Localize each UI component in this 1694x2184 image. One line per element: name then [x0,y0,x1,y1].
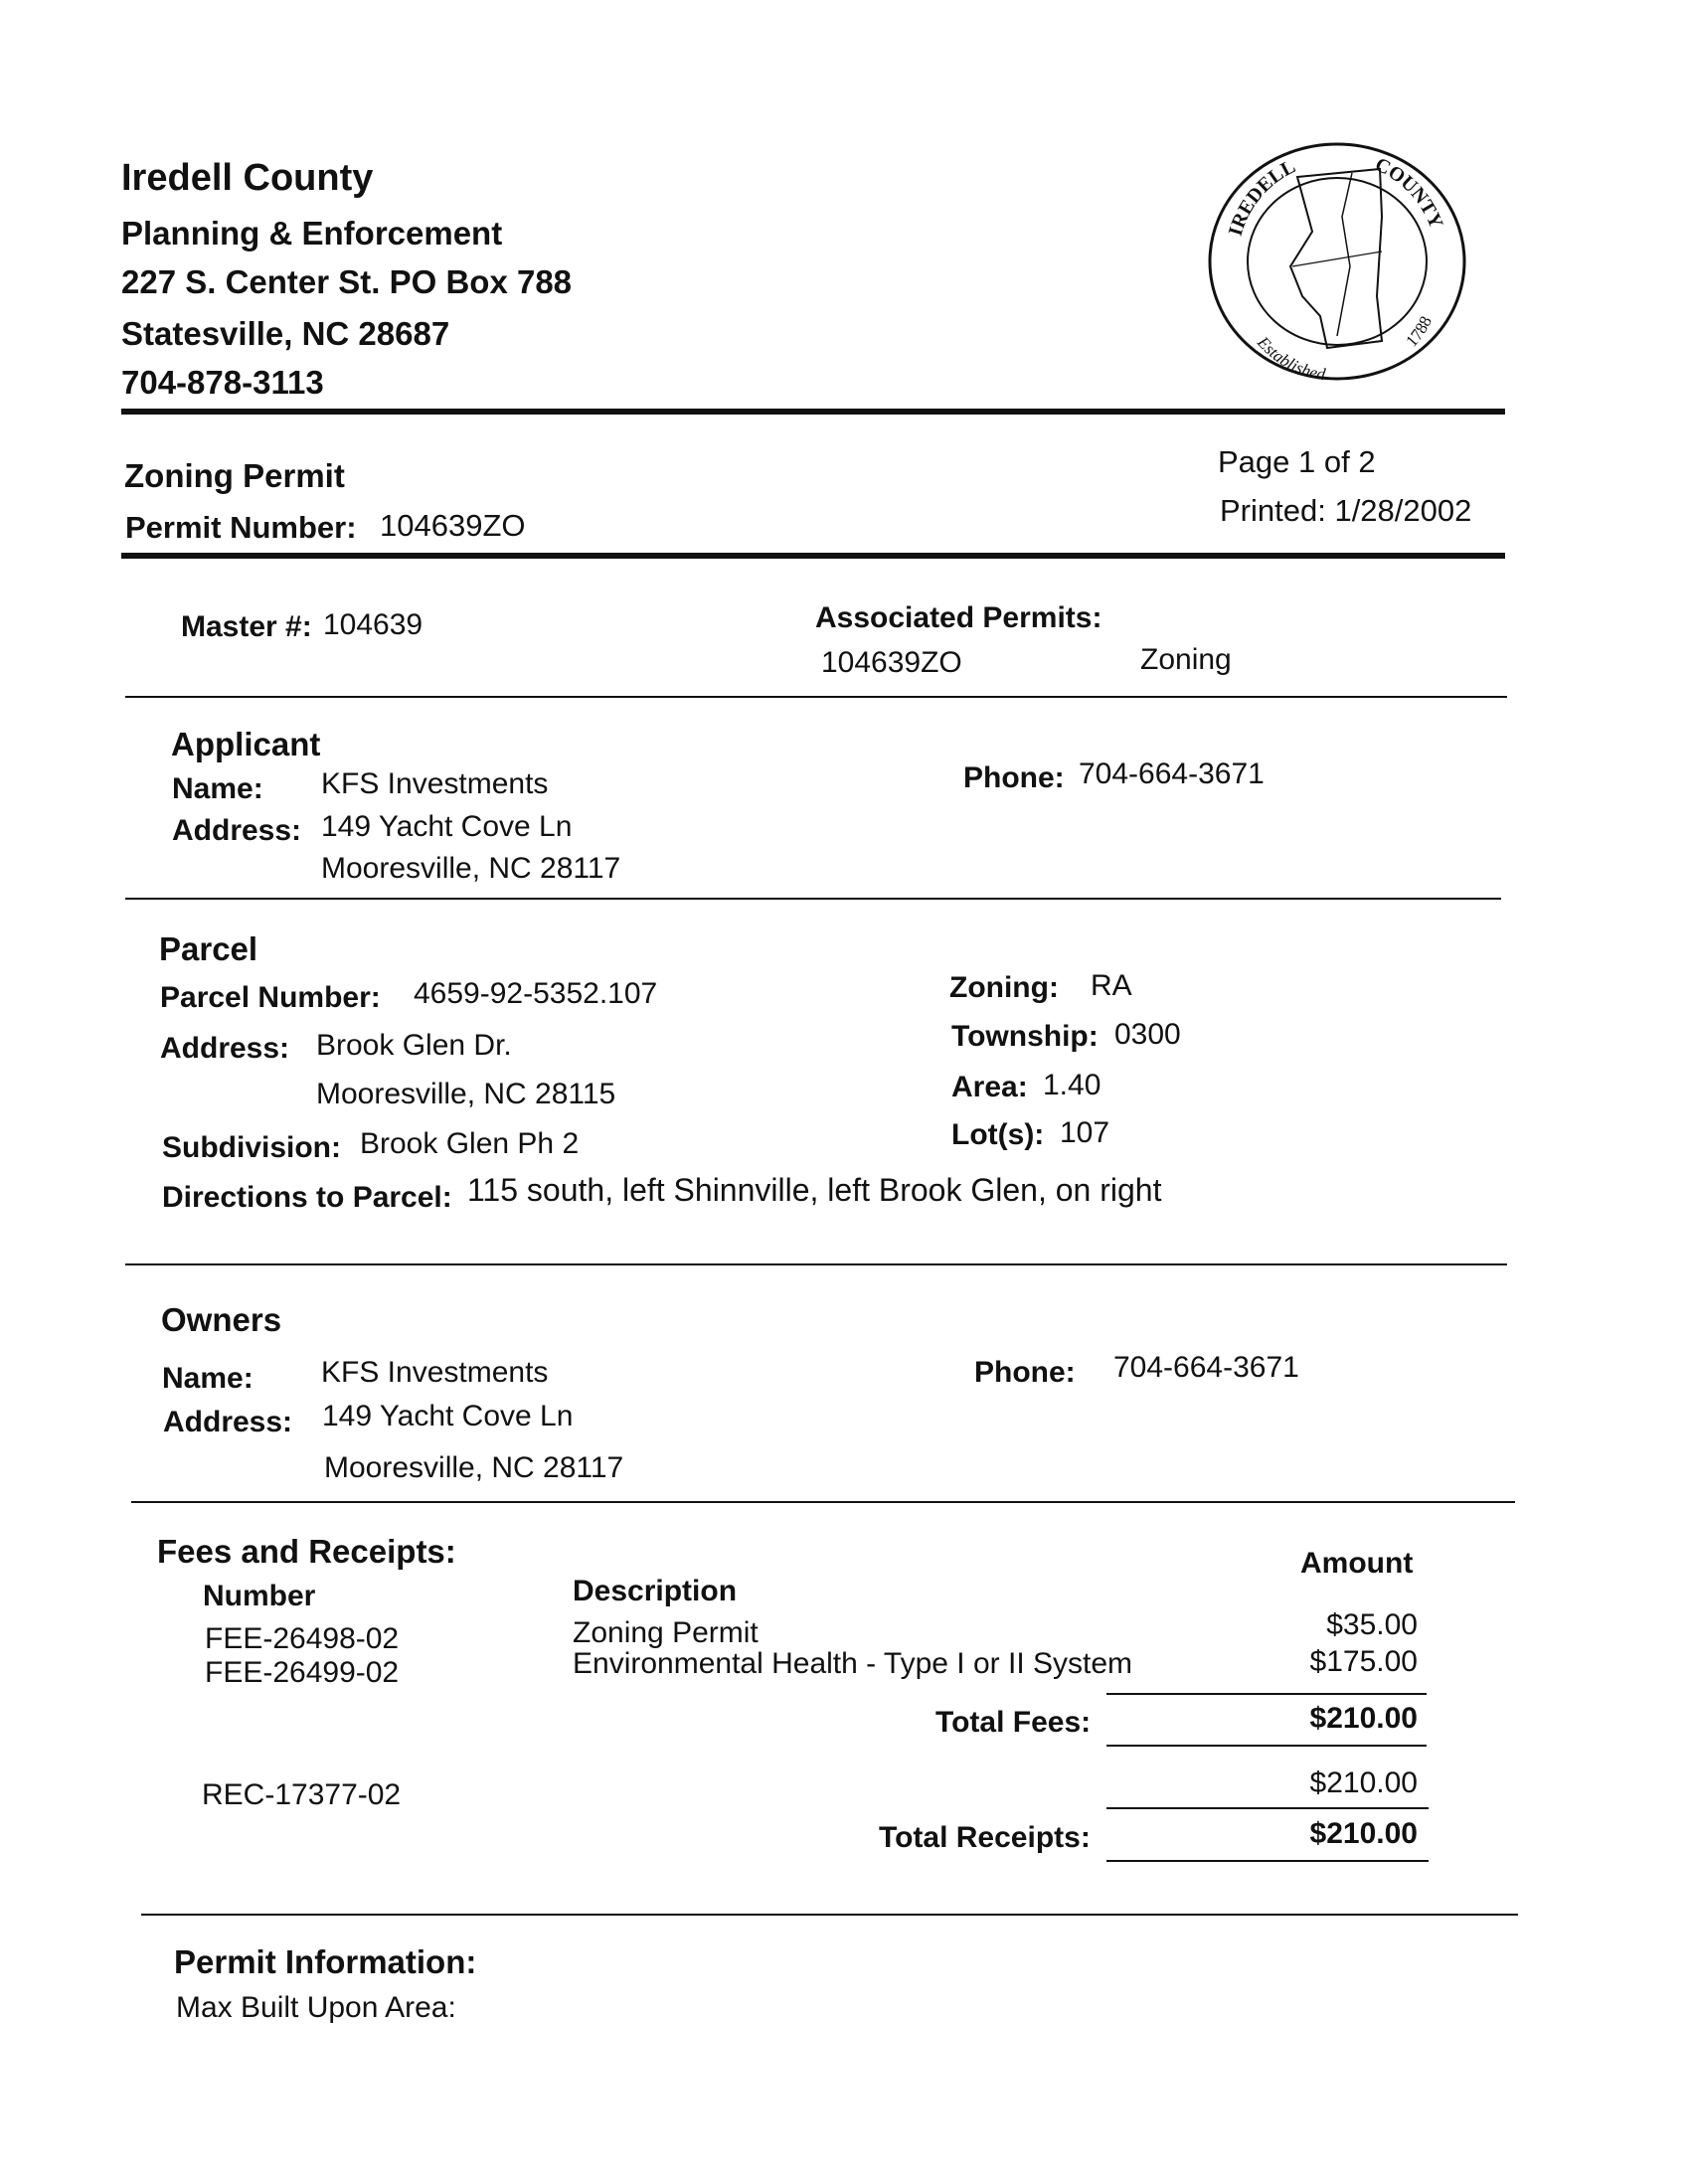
parcel-address-label: Address: [160,1032,290,1065]
fee-number: FEE-26499-02 [205,1656,400,1689]
zoning-label: Zoning: [949,971,1059,1004]
lots-value: 107 [1060,1116,1110,1149]
city-state-zip: Statesville, NC 28687 [121,315,450,352]
fee-description: Environmental Health - Type I or II System [573,1647,1133,1680]
master-number-value: 104639 [323,608,424,641]
section-divider-5 [141,1914,1518,1916]
township-value: 0300 [1114,1018,1181,1051]
max-built-upon-area-label: Max Built Upon Area: [176,1991,456,2024]
section-divider-3 [125,1263,1507,1265]
parcel-address-line1: Brook Glen Dr. [316,1029,512,1062]
total-fees-label: Total Fees: [935,1706,1092,1739]
printed-date: Printed: 1/28/2002 [1220,493,1472,528]
section-divider-2 [125,898,1501,900]
area-label: Area: [951,1071,1028,1103]
applicant-phone-value: 704-664-3671 [1079,757,1265,790]
owner-name-label: Name: [162,1362,254,1395]
seal-year: 1788 [1402,312,1437,351]
applicant-address-line2: Mooresville, NC 28117 [321,852,621,885]
total-receipts-top-rule [1106,1807,1429,1809]
seal-top-text: IREDELL [1224,155,1299,239]
seal-bottom-text: Established [1254,332,1327,385]
applicant-phone-label: Phone: [963,761,1065,794]
permit-number-value: 104639ZO [380,508,526,543]
owner-address-label: Address: [163,1406,293,1438]
fee-amount: $35.00 [1326,1608,1418,1641]
permit-title: Zoning Permit [124,457,345,494]
page-indicator: Page 1 of 2 [1218,444,1376,479]
directions-value: 115 south, left Shinnville, left Brook Glen, on right [467,1172,1162,1208]
parcel-heading: Parcel [159,930,258,967]
fees-column-amount: Amount [1300,1547,1414,1580]
section-divider-1 [125,696,1507,698]
owner-address-line2: Mooresville, NC 28117 [324,1451,624,1484]
applicant-address-line1: 149 Yacht Cove Ln [321,810,573,843]
permit-info-heading: Permit Information: [174,1943,477,1980]
area-value: 1.40 [1043,1069,1101,1101]
org-name: Iredell County [121,157,374,199]
master-number-label: Master #: [181,610,312,643]
parcel-number-label: Parcel Number: [160,981,381,1014]
seal-right-text: COUNTY [1371,153,1447,232]
applicant-name-value: KFS Investments [321,767,549,800]
applicant-address-label: Address: [172,814,302,847]
header-divider [121,409,1505,415]
total-receipts-bottom-rule [1106,1860,1429,1862]
section-divider-4 [131,1501,1515,1503]
permit-divider [121,553,1505,559]
owner-phone-label: Phone: [974,1356,1076,1389]
subdivision-label: Subdivision: [162,1131,341,1164]
department-name: Planning & Enforcement [121,215,503,252]
svg-text:1788 [1402,313,1436,351]
receipt-amount: $210.00 [1309,1766,1418,1799]
office-phone: 704-878-3113 [121,364,324,401]
zoning-value: RA [1091,969,1132,1002]
township-label: Township: [951,1020,1099,1053]
receipt-number: REC-17377-02 [202,1778,402,1811]
fees-heading: Fees and Receipts: [157,1533,456,1570]
owner-phone-value: 704-664-3671 [1113,1351,1299,1384]
fees-column-description: Description [573,1575,738,1607]
applicant-heading: Applicant [171,726,321,762]
applicant-name-label: Name: [172,772,263,805]
fees-column-number: Number [203,1580,316,1612]
parcel-address-line2: Mooresville, NC 28115 [316,1078,616,1110]
fee-description: Zoning Permit [573,1616,759,1649]
county-seal-logo [1203,137,1471,386]
owner-address-line1: 149 Yacht Cove Ln [322,1400,574,1432]
directions-label: Directions to Parcel: [162,1181,452,1214]
total-fees-value: $210.00 [1309,1702,1418,1735]
permit-number-label: Permit Number: [125,510,357,545]
lots-label: Lot(s): [951,1118,1045,1151]
total-fees-top-rule [1106,1693,1427,1695]
associated-permit-number: 104639ZO [821,646,962,679]
street-address: 227 S. Center St. PO Box 788 [121,263,573,300]
owner-name-value: KFS Investments [321,1356,549,1389]
fee-amount: $175.00 [1309,1645,1418,1678]
associated-permit-type: Zoning [1140,643,1232,676]
total-receipts-label: Total Receipts: [879,1821,1091,1854]
parcel-number-value: 4659-92-5352.107 [414,977,658,1010]
owners-heading: Owners [161,1301,282,1338]
associated-permits-label: Associated Permits: [815,601,1102,634]
total-receipts-value: $210.00 [1309,1817,1418,1850]
total-fees-bottom-rule [1106,1745,1427,1747]
fee-number: FEE-26498-02 [205,1622,400,1655]
subdivision-value: Brook Glen Ph 2 [360,1127,580,1160]
